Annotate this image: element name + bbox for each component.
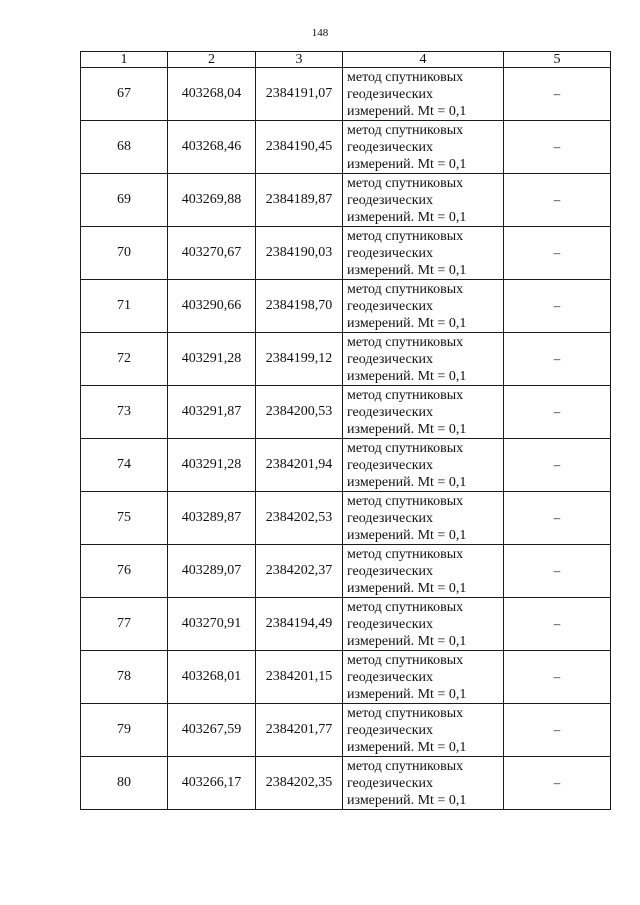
x-coordinate-cell: 403268,01 xyxy=(168,651,256,704)
method-text-line: измерений. Mt = 0,1 xyxy=(347,103,467,119)
x-coordinate-cell: 403289,07 xyxy=(168,545,256,598)
method-text-line: геодезических xyxy=(347,192,434,208)
note-cell xyxy=(504,227,611,280)
note-cell xyxy=(504,386,611,439)
dash-mark: – xyxy=(553,721,561,737)
note-cell xyxy=(504,651,611,704)
y-coordinate-cell: 2384201,94 xyxy=(256,439,343,492)
method-text-line: измерений. Mt = 0,1 xyxy=(347,262,467,278)
method-text-line: измерений. Mt = 0,1 xyxy=(347,209,467,225)
x-coordinate-cell: 403269,88 xyxy=(168,174,256,227)
table-row xyxy=(81,598,611,651)
table-row xyxy=(81,757,611,810)
method-cell xyxy=(343,386,504,439)
coordinates-table xyxy=(80,51,611,810)
dash-mark: – xyxy=(553,668,561,684)
dash-mark: – xyxy=(553,774,561,790)
table-row xyxy=(81,68,611,121)
point-number-cell: 76 xyxy=(81,545,168,598)
method-text-line: измерений. Mt = 0,1 xyxy=(347,315,467,331)
y-coordinate-cell: 2384190,03 xyxy=(256,227,343,280)
table-row xyxy=(81,492,611,545)
x-coordinate-cell: 403266,17 xyxy=(168,757,256,810)
point-number-cell: 70 xyxy=(81,227,168,280)
method-text-line: геодезических xyxy=(347,722,434,738)
note-cell xyxy=(504,598,611,651)
table-row xyxy=(81,121,611,174)
y-coordinate-cell: 2384198,70 xyxy=(256,280,343,333)
column-header-5: 5 xyxy=(504,52,611,68)
y-coordinate-cell: 2384201,15 xyxy=(256,651,343,704)
point-number-cell: 69 xyxy=(81,174,168,227)
method-text-line: геодезических xyxy=(347,616,434,632)
column-header-1: 1 xyxy=(81,52,168,68)
method-text-line: измерений. Mt = 0,1 xyxy=(347,421,467,437)
dash-mark: – xyxy=(553,509,561,525)
column-header-3: 3 xyxy=(256,52,343,68)
table-row xyxy=(81,280,611,333)
method-text-line: метод спутниковых xyxy=(347,122,464,138)
method-text-line: метод спутниковых xyxy=(347,599,464,615)
method-cell xyxy=(343,598,504,651)
method-text-line: измерений. Mt = 0,1 xyxy=(347,527,467,543)
method-text-line: геодезических xyxy=(347,351,434,367)
x-coordinate-cell: 403290,66 xyxy=(168,280,256,333)
method-text-line: измерений. Mt = 0,1 xyxy=(347,633,467,649)
table-row xyxy=(81,333,611,386)
method-text-line: метод спутниковых xyxy=(347,69,464,85)
note-cell xyxy=(504,68,611,121)
column-header-2: 2 xyxy=(168,52,256,68)
point-number-cell: 73 xyxy=(81,386,168,439)
method-cell xyxy=(343,704,504,757)
dash-mark: – xyxy=(553,350,561,366)
y-coordinate-cell: 2384202,53 xyxy=(256,492,343,545)
point-number-cell: 75 xyxy=(81,492,168,545)
method-text-line: измерений. Mt = 0,1 xyxy=(347,474,467,490)
method-text-line: геодезических xyxy=(347,245,434,261)
method-text-line: метод спутниковых xyxy=(347,175,464,191)
x-coordinate-cell: 403270,67 xyxy=(168,227,256,280)
y-coordinate-cell: 2384202,35 xyxy=(256,757,343,810)
method-cell xyxy=(343,121,504,174)
dash-mark: – xyxy=(553,403,561,419)
y-coordinate-cell: 2384191,07 xyxy=(256,68,343,121)
dash-mark: – xyxy=(553,138,561,154)
x-coordinate-cell: 403267,59 xyxy=(168,704,256,757)
note-cell xyxy=(504,439,611,492)
method-cell xyxy=(343,68,504,121)
method-text-line: геодезических xyxy=(347,669,434,685)
method-text-line: геодезических xyxy=(347,563,434,579)
note-cell xyxy=(504,704,611,757)
x-coordinate-cell: 403268,04 xyxy=(168,68,256,121)
x-coordinate-cell: 403268,46 xyxy=(168,121,256,174)
x-coordinate-cell: 403291,28 xyxy=(168,439,256,492)
table-row xyxy=(81,227,611,280)
point-number-cell: 74 xyxy=(81,439,168,492)
method-text-line: метод спутниковых xyxy=(347,652,464,668)
method-text-line: геодезических xyxy=(347,404,434,420)
y-coordinate-cell: 2384201,77 xyxy=(256,704,343,757)
method-text-line: геодезических xyxy=(347,298,434,314)
dash-mark: – xyxy=(553,615,561,631)
y-coordinate-cell: 2384189,87 xyxy=(256,174,343,227)
table-row xyxy=(81,651,611,704)
note-cell xyxy=(504,280,611,333)
point-number-cell: 79 xyxy=(81,704,168,757)
method-cell xyxy=(343,439,504,492)
note-cell xyxy=(504,121,611,174)
y-coordinate-cell: 2384200,53 xyxy=(256,386,343,439)
method-cell xyxy=(343,651,504,704)
method-text-line: метод спутниковых xyxy=(347,387,464,403)
method-text-line: геодезических xyxy=(347,86,434,102)
note-cell xyxy=(504,333,611,386)
method-cell xyxy=(343,280,504,333)
point-number-cell: 71 xyxy=(81,280,168,333)
method-text-line: метод спутниковых xyxy=(347,440,464,456)
method-text-line: геодезических xyxy=(347,510,434,526)
point-number-cell: 67 xyxy=(81,68,168,121)
dash-mark: – xyxy=(553,456,561,472)
y-coordinate-cell: 2384190,45 xyxy=(256,121,343,174)
point-number-cell: 68 xyxy=(81,121,168,174)
method-text-line: измерений. Mt = 0,1 xyxy=(347,739,467,755)
table-row xyxy=(81,439,611,492)
note-cell xyxy=(504,174,611,227)
x-coordinate-cell: 403270,91 xyxy=(168,598,256,651)
table-row xyxy=(81,704,611,757)
dash-mark: – xyxy=(553,244,561,260)
method-text-line: измерений. Mt = 0,1 xyxy=(347,686,467,702)
method-text-line: геодезических xyxy=(347,139,434,155)
method-text-line: метод спутниковых xyxy=(347,334,464,350)
method-text-line: метод спутниковых xyxy=(347,758,464,774)
method-text-line: геодезических xyxy=(347,457,434,473)
note-cell xyxy=(504,545,611,598)
y-coordinate-cell: 2384199,12 xyxy=(256,333,343,386)
method-cell xyxy=(343,174,504,227)
x-coordinate-cell: 403289,87 xyxy=(168,492,256,545)
method-cell xyxy=(343,227,504,280)
dash-mark: – xyxy=(553,297,561,313)
point-number-cell: 78 xyxy=(81,651,168,704)
note-cell xyxy=(504,757,611,810)
dash-mark: – xyxy=(553,85,561,101)
method-text-line: геодезических xyxy=(347,775,434,791)
point-number-cell: 77 xyxy=(81,598,168,651)
coordinates-table-body xyxy=(81,52,611,810)
method-text-line: метод спутниковых xyxy=(347,493,464,509)
method-text-line: метод спутниковых xyxy=(347,705,464,721)
method-text-line: измерений. Mt = 0,1 xyxy=(347,792,467,808)
method-cell xyxy=(343,333,504,386)
method-text-line: измерений. Mt = 0,1 xyxy=(347,368,467,384)
table-row xyxy=(81,386,611,439)
method-text-line: метод спутниковых xyxy=(347,228,464,244)
column-header-4: 4 xyxy=(343,52,504,68)
method-text-line: метод спутниковых xyxy=(347,281,464,297)
method-cell xyxy=(343,492,504,545)
method-cell xyxy=(343,757,504,810)
y-coordinate-cell: 2384202,37 xyxy=(256,545,343,598)
point-number-cell: 72 xyxy=(81,333,168,386)
dash-mark: – xyxy=(553,191,561,207)
dash-mark: – xyxy=(553,562,561,578)
table-row xyxy=(81,545,611,598)
x-coordinate-cell: 403291,28 xyxy=(168,333,256,386)
header-row xyxy=(81,52,611,68)
table-row xyxy=(81,174,611,227)
method-text-line: метод спутниковых xyxy=(347,546,464,562)
x-coordinate-cell: 403291,87 xyxy=(168,386,256,439)
point-number-cell: 80 xyxy=(81,757,168,810)
y-coordinate-cell: 2384194,49 xyxy=(256,598,343,651)
note-cell xyxy=(504,492,611,545)
method-text-line: измерений. Mt = 0,1 xyxy=(347,156,467,172)
page-number: 148 xyxy=(311,27,329,39)
method-text-line: измерений. Mt = 0,1 xyxy=(347,580,467,596)
method-cell xyxy=(343,545,504,598)
